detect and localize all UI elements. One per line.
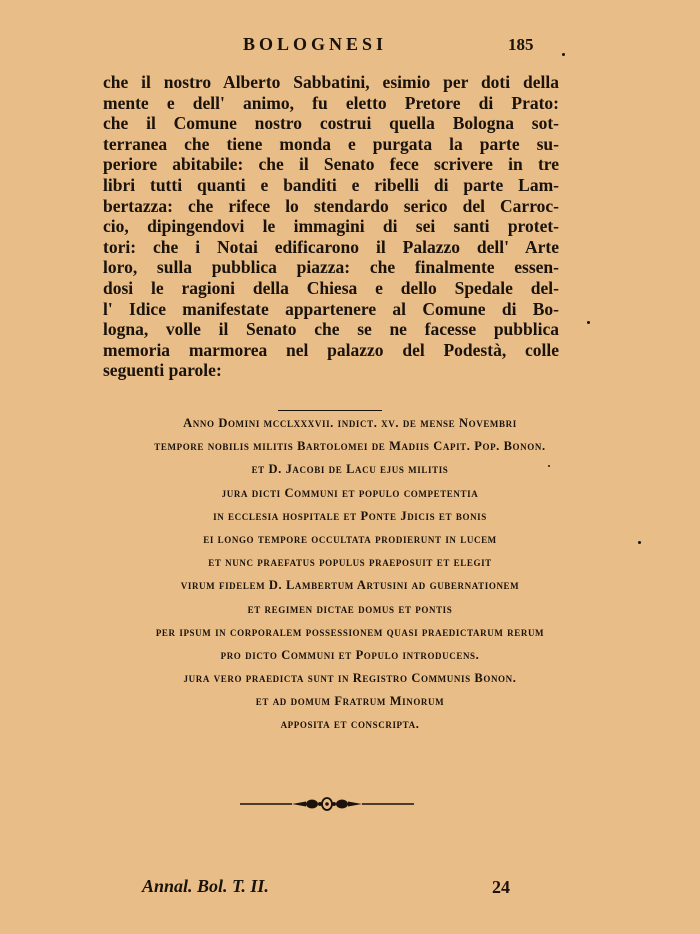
inscription-block [60,412,640,737]
inscription-line: et D. Jacobi de Lacu ejus militis [251,462,449,477]
inscription-line: jura dicti Communi et populo competentia [221,485,479,500]
inscription-line: in ecclesia hospitale et Ponte Jdicis et bonis [213,508,487,523]
body-line: cio, dipingendovi le immagini di sei santi protet- [103,216,559,237]
body-line: logna, volle il Senato che se ne facesse pubblica [103,319,559,340]
inscription-line: virum fidelem D. Lambertum Artusini ad gubernationem [180,578,520,593]
signature-mark: Annal. Bol. T. II. [142,876,269,896]
body-line: mente e dell' animo, fu eletto Pretore di Prato: [103,92,559,113]
body-line: libri tutti quanti e banditi e ribelli di parte Lam- [103,174,559,195]
body-line: che il nostro Alberto Sabbatini, esimio per doti della [103,72,559,92]
body-line: terranea che tiene monda e purgata la parte su- [103,133,559,154]
ink-speck [638,541,641,544]
ink-speck [548,465,550,467]
body-line: bertazza: che rifece lo stendardo serico del Carroc- [103,195,559,216]
inscription-overline [278,410,382,411]
ink-speck [562,53,565,56]
gathering-mark: 24 [492,877,510,897]
body-line: dosi le ragioni della Chiesa e dello Spedale del- [103,277,559,298]
inscription-line: Anno Domini mcclxxxvii. indict. xv. de mense Novembri [183,416,517,430]
body-line: memoria marmorea nel palazzo del Podestà, colle [103,339,559,360]
inscription-line: per ipsum in corporalem possessionem quasi praedictarum rerum [155,624,545,639]
page-number: 185 [508,35,534,54]
ornament-icon [240,796,414,812]
ink-speck [587,321,590,324]
inscription-line: apposita et conscripta. [280,717,420,732]
body-line: che il Comune nostro costrui quella Bologna sot- [103,113,559,134]
body-paragraph [103,72,559,381]
inscription-line: ei longo tempore occultata prodierunt in lucem [203,531,497,546]
body-line: loro, sulla pubblica piazza: che finalmente essen- [103,257,559,278]
inscription-line: et ad domum Fratrum Minorum [255,694,445,709]
running-title: BOLOGNESI [243,34,388,54]
body-line: seguenti parole: [103,360,222,381]
inscription-line: et nunc praefatus populus praeposuit et elegit [208,555,492,570]
inscription-line: jura vero praedicta sunt in Registro Communis Bonon. [183,671,517,686]
inscription-line: tempore nobilis militis Bartolomei de Madiis Capit. Pop. Bonon. [154,439,546,454]
body-line: tori: che i Notai edificarono il Palazzo dell' Arte [103,236,559,257]
body-line: l' Idice manifestate appartenere al Comune di Bo- [103,298,559,319]
inscription-line: pro dicto Communi et Populo introducens. [220,647,480,662]
inscription-line: et regimen dictae domus et pontis [247,601,453,616]
running-head [0,34,700,58]
body-line: periore abitabile: che il Senato fece scrivere in tre [103,154,559,175]
